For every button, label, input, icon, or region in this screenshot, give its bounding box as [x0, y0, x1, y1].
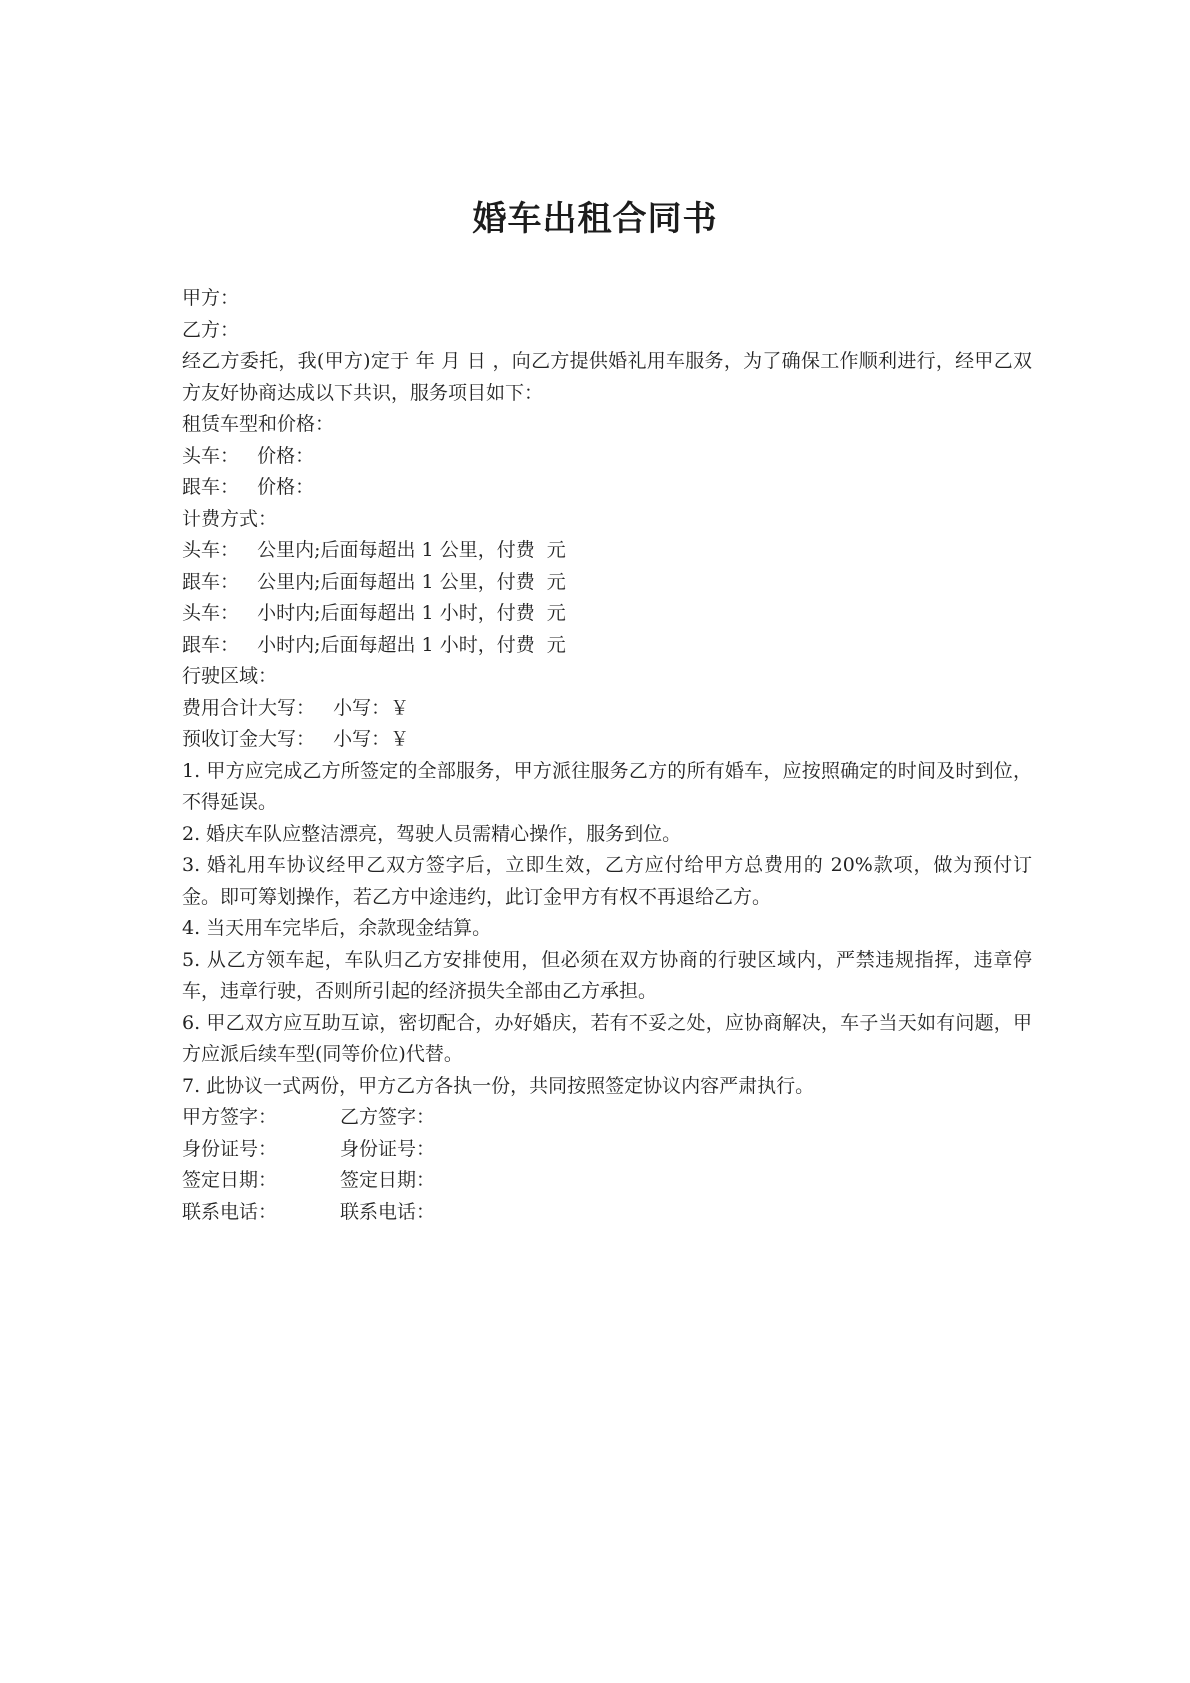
party-b-line: 乙方： [182, 318, 240, 341]
party-b-sign-date: 签定日期： [340, 1169, 436, 1191]
document-body [182, 283, 1032, 1228]
deposit-fee: 预收订金大写： 小写：￥ [182, 728, 410, 750]
term-5: 5. 从乙方领车起，车队归乙方安排使用，但必须在双方协商的行驶区域内，严禁违规指挥，违章停车，违章行驶，否则所引起的经济损失全部由乙方承担。 [182, 948, 1032, 1002]
lead-car-hour-fee: 头车： 小时内;后面每超出 1 小时，付费 元 [182, 602, 566, 624]
term-2: 2. 婚庆车队应整洁漂亮，驾驶人员需精心操作，服务到位。 [182, 822, 682, 845]
document-title: 婚车出租合同书 [472, 199, 718, 239]
pricing-heading: 租赁车型和价格： [182, 413, 335, 435]
party-a-line: 甲方： [182, 287, 240, 309]
follow-car-hour-fee: 跟车： 小时内;后面每超出 1 小时，付费 元 [182, 633, 566, 656]
follow-car-price: 跟车： 价格： [182, 476, 315, 498]
term-4: 4. 当天用车完毕后，余款现金结算。 [182, 917, 492, 939]
term-3: 3. 婚礼用车协议经甲乙双方签字后，立即生效，乙方应付给甲方总费用的 20%款项，做为预付订金。即可筹划操作，若乙方中途违约，此订金甲方有权不再退给乙方。 [182, 854, 1032, 908]
term-1: 1. 甲方应完成乙方所签定的全部服务，甲方派往服务乙方的所有婚车，应按照确定的时间及时到位，不得延误。 [182, 759, 1032, 813]
party-a-phone: 联系电话： [182, 1200, 278, 1223]
billing-heading: 计费方式： [182, 507, 278, 530]
term-6: 6. 甲乙双方应互助互谅，密切配合，办好婚庆，若有不妥之处，应协商解决，车子当天如有问题，甲方应派后续车型(同等价位)代替。 [182, 1011, 1032, 1065]
party-b-phone: 联系电话： [340, 1200, 436, 1223]
party-b-signature: 乙方签字： [340, 1106, 436, 1128]
lead-car-price: 头车： 价格： [182, 444, 315, 467]
driving-area: 行驶区域： [182, 665, 278, 687]
intro-paragraph: 经乙方委托，我(甲方)定于 年 月 日 ，向乙方提供婚礼用车服务，为了确保工作顺利进行，经甲乙双方友好协商达成以下共识，服务项目如下： [182, 350, 1032, 404]
total-fee: 费用合计大写： 小写：￥ [182, 696, 410, 719]
party-a-signature: 甲方签字： [182, 1106, 278, 1128]
phone-row [182, 1197, 1032, 1229]
signature-row [182, 1102, 1032, 1134]
follow-car-km-fee: 跟车： 公里内;后面每超出 1 公里，付费 元 [182, 570, 566, 593]
term-7: 7. 此协议一式两份，甲方乙方各执一份，共同按照签定协议内容严肃执行。 [182, 1074, 815, 1097]
party-b-id-number: 身份证号： [340, 1137, 436, 1160]
party-a-id-number: 身份证号： [182, 1137, 278, 1160]
id-number-row [182, 1134, 1032, 1166]
lead-car-km-fee: 头车： 公里内;后面每超出 1 公里，付费 元 [182, 539, 566, 561]
party-a-sign-date: 签定日期： [182, 1169, 278, 1191]
sign-date-row [182, 1165, 1032, 1197]
